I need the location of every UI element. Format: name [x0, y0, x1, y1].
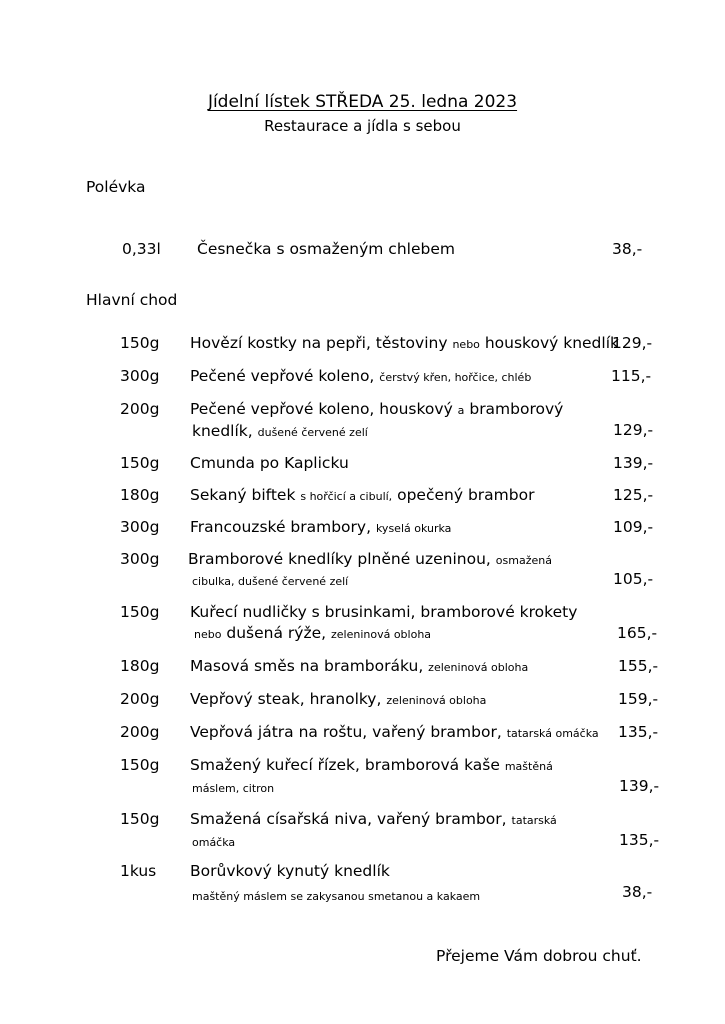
menu-item-text: Masová směs na bramboráku, — [190, 657, 429, 675]
menu-item-text: Kuřecí nudličky s brusinkami, bramborové krokety — [190, 603, 578, 621]
menu-item-note: dušené červené zelí — [257, 426, 368, 439]
menu-item-text: Vepřová játra na roštu, vařený brambor, — [190, 723, 507, 741]
soup-name: Česnečka s osmaženým chlebem — [197, 240, 455, 258]
menu-item-price: 135,- — [618, 723, 659, 741]
menu-item-name-line2 — [192, 422, 368, 440]
menu-item-name-line2 — [192, 778, 274, 796]
closing-text: Přejeme Vám dobrou chuť. — [436, 947, 642, 965]
menu-item-name-line1 — [190, 756, 553, 774]
menu-item-price: 109,- — [613, 518, 654, 536]
menu-item-note: máslem, citron — [192, 782, 275, 795]
menu-item-text: Sekaný biftek — [190, 486, 301, 504]
section-heading-soup: Polévka — [86, 178, 146, 196]
menu-item-name-line1 — [190, 367, 531, 385]
menu-item-quantity: 180g — [120, 486, 160, 504]
menu-item-quantity: 200g — [120, 690, 160, 708]
menu-item-name-line1 — [190, 486, 534, 504]
menu-item-price: 139,- — [619, 777, 660, 795]
menu-item-text: Borůvkový kynutý knedlík — [190, 862, 390, 880]
menu-item-name-line1 — [190, 723, 599, 741]
menu-item-price: 159,- — [618, 690, 659, 708]
menu-item-note: nebo — [194, 628, 222, 641]
page-subtitle: Restaurace a jídla s sebou — [264, 117, 461, 135]
menu-item-name-line1 — [190, 518, 451, 536]
menu-item-text: Hovězí kostky na pepři, těstoviny — [190, 334, 453, 352]
menu-item-name-line2 — [194, 624, 431, 642]
menu-item-price: 155,- — [618, 657, 659, 675]
menu-item-text: dušená rýže, — [221, 624, 331, 642]
menu-item-note: zeleninová obloha — [428, 661, 529, 674]
menu-item-note: nebo — [452, 338, 480, 351]
menu-item-name-line2 — [192, 571, 348, 589]
menu-item-name-line2 — [192, 832, 235, 850]
menu-item-note: zeleninová obloha — [330, 628, 432, 641]
menu-item-note: tatarská — [511, 814, 557, 827]
menu-item-note: kyselá okurka — [375, 522, 452, 535]
menu-item-note: s hořčicí a cibulí, — [300, 490, 393, 503]
menu-item-text: Smažená císařská niva, vařený brambor, — [190, 810, 512, 828]
menu-item-note: cibulka, dušené červené zelí — [192, 575, 349, 588]
section-heading-main: Hlavní chod — [86, 291, 178, 309]
menu-item-note: zeleninová obloha — [386, 694, 487, 707]
menu-item-price: 105,- — [613, 570, 654, 588]
menu-item-text: Francouzské brambory, — [190, 518, 376, 536]
menu-item-name-line1 — [190, 690, 486, 708]
menu-item-price: 38,- — [622, 883, 653, 901]
menu-item-quantity: 150g — [120, 756, 160, 774]
menu-item-text: bramborový — [464, 400, 564, 418]
menu-item-price: 129,- — [613, 421, 654, 439]
menu-item-note: tatarská omáčka — [506, 727, 599, 740]
menu-item-price: 165,- — [617, 624, 658, 642]
menu-item-quantity: 300g — [120, 367, 160, 385]
menu-item-text: Pečené vepřové koleno, houskový — [190, 400, 458, 418]
menu-item-price: 115,- — [611, 367, 652, 385]
menu-item-quantity: 1kus — [120, 862, 157, 880]
menu-item-quantity: 150g — [120, 454, 160, 472]
menu-item-quantity: 300g — [120, 550, 160, 568]
menu-item-text: Pečené vepřové koleno, — [190, 367, 380, 385]
menu-item-name-line1 — [190, 334, 619, 352]
menu-item-name-line1 — [190, 810, 557, 828]
menu-item-name-line1 — [190, 400, 563, 418]
menu-item-name-line1 — [190, 454, 349, 472]
soup-price: 38,- — [612, 240, 643, 258]
menu-item-text: Smažený kuřecí řízek, bramborová kaše — [190, 756, 505, 774]
page-title: Jídelní lístek STŘEDA 25. ledna 2023 — [207, 92, 518, 112]
menu-item-text: Cmunda po Kaplicku — [190, 454, 349, 472]
menu-item-text: Bramborové knedlíky plněné uzeninou, — [188, 550, 496, 568]
menu-item-note: čerstvý křen, hořčice, chléb — [379, 371, 532, 384]
menu-item-name-line1 — [190, 862, 390, 880]
menu-item-text: Vepřový steak, hranolky, — [190, 690, 387, 708]
menu-item-price: 135,- — [619, 831, 660, 849]
menu-item-text: houskový knedlík — [479, 334, 619, 352]
menu-item-quantity: 300g — [120, 518, 160, 536]
menu-item-note: maštěná — [504, 760, 553, 773]
menu-item-price: 129,- — [612, 334, 653, 352]
menu-item-quantity: 150g — [120, 810, 160, 828]
menu-item-note: maštěný máslem se zakysanou smetanou a kakaem — [192, 890, 481, 903]
menu-item-name-line1 — [190, 657, 528, 675]
menu-item-name-line1 — [190, 603, 577, 621]
soup-quantity: 0,33l — [122, 240, 161, 258]
menu-item-price: 139,- — [613, 454, 654, 472]
menu-item-quantity: 200g — [120, 400, 160, 418]
menu-item-name-line2 — [192, 886, 480, 904]
menu-item-quantity: 150g — [120, 603, 160, 621]
menu-item-price: 125,- — [613, 486, 654, 504]
menu-item-quantity: 180g — [120, 657, 160, 675]
menu-item-note: omáčka — [192, 836, 236, 849]
menu-item-quantity: 200g — [120, 723, 160, 741]
menu-item-note: a — [457, 404, 465, 417]
menu-item-note: osmažená — [495, 554, 552, 567]
menu-item-text: knedlík, — [192, 422, 258, 440]
menu-item-name-line1 — [188, 550, 552, 568]
menu-item-text: opečený brambor — [392, 486, 535, 504]
menu-item-quantity: 150g — [120, 334, 160, 352]
